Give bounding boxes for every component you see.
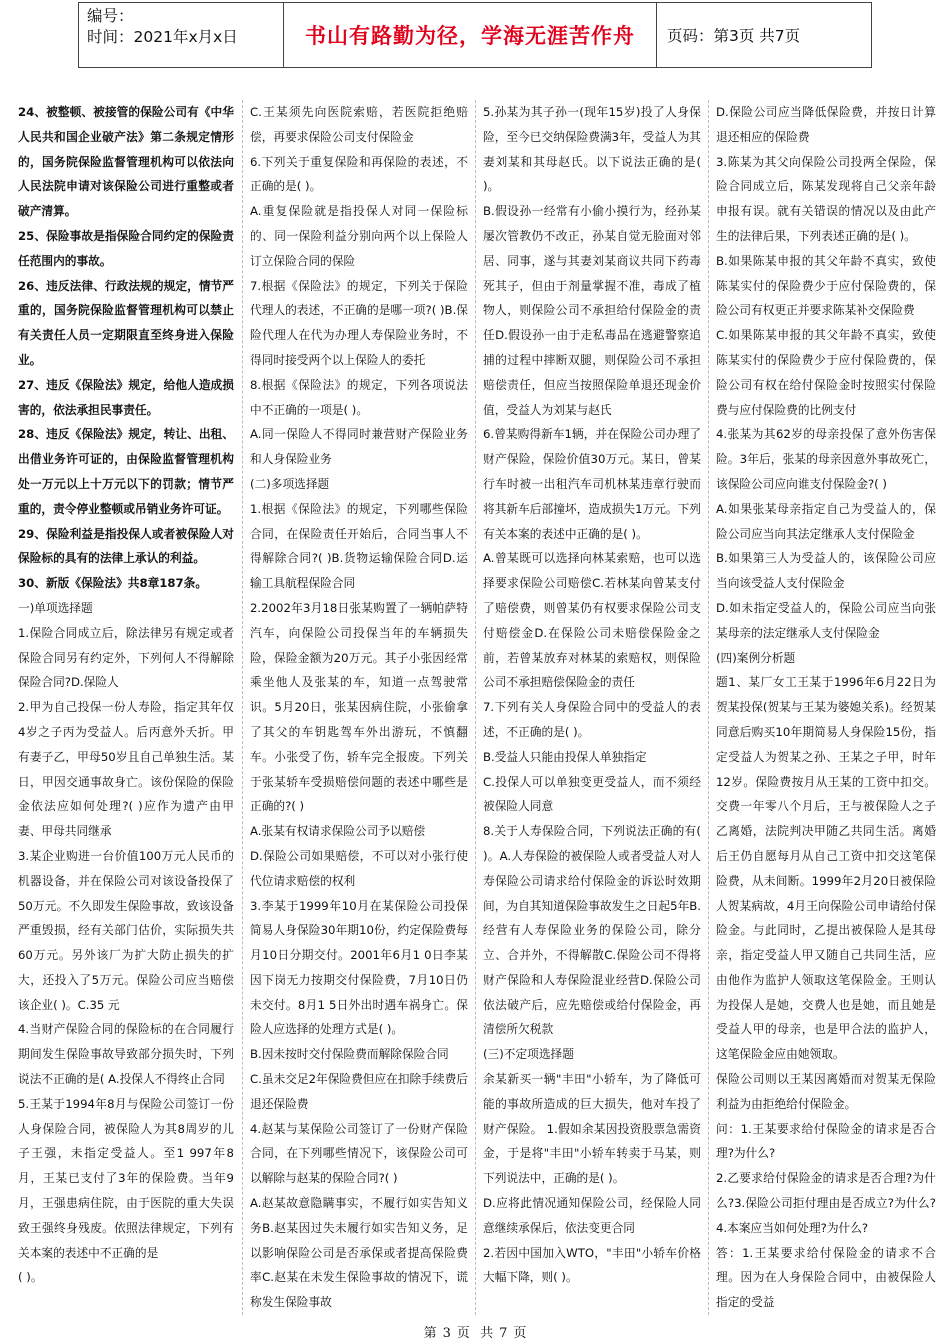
paragraph: 5.王某于1994年8月与保险公司签订一份人身保险合同，被保险人为其8周岁的儿子王强，未指定受益人。至1 997年8月，王某已支付了3年的保险费。当年9月，王强患病住院，由于医院的重大失误致王强终身残废。依照法律规定，下列有关本案的表述中不正确的是	[18, 1096, 234, 1260]
paragraph: 题1、某厂女工王某于1996年6月22日为贺某投保(贺某与王某为婆媳关系)。经贺某同意后购买10年期简易人身保险15份，指定受益人为贺某之孙、王某之子甲，时年12岁。保险费按月从王某的工资中扣交。交费一年零八个月后，王与被保险人之子乙离婚，法院判决甲随乙共同生活。离婚后王仍自愿每月从自己工资中扣交这笔保险费，从未间断。1999年2月20日被保险人贺某病故，4月王向保险公司申请给付保险金。与此同时，乙提出被保险人是其母亲，指定受益人甲又随自己共同生活，应由他作为监护人领取这笔保险金。王则认为投保人是她，交费人也是她，而且她是受益人甲的母亲，也是甲合法的监护人，这笔保险金应由她领取。	[716, 675, 936, 1062]
footer-label: 页	[456, 1326, 470, 1341]
paragraph: B.如果陈某申报的其父年龄不真实，致使陈某实付的保险费少于应付保险费的，保险公司有权更正并要求陈某补交保险费	[716, 253, 936, 318]
header-page-info: 页码：第3页 共7页	[667, 27, 801, 45]
paragraph: D.保险公司如果赔偿，不可以对小张行使代位请求赔偿的权利	[250, 848, 468, 888]
paragraph: 25、保险事故是指保险合同约定的保险责任范围内的事故。	[18, 228, 234, 268]
paragraph: 答：1.王某要求给付保险金的请求不合理。因为在人身保险合同中，由被保险人指定的受益	[716, 1245, 936, 1310]
section-heading: (四)案例分析题	[716, 650, 796, 665]
paragraph: 7.根据《保险法》的规定，下列关于保险代理人的表述，不正确的是哪一项?( )B.保险代理人在代为办理人寿保险业务时，不得同时接受两个以上保险人的委托	[250, 278, 468, 367]
document-date: 时间：2021年x月x日	[87, 28, 238, 46]
paragraph: 4.张某为其62岁的母亲投保了意外伤害保险。3年后，张某的母亲因意外事故死亡，该保险公司应向谁支付保险金?( )	[716, 427, 936, 491]
paragraph: 4.当财产保险合同的保险标的在合同履行期间发生保险事故导致部分损失时，下列说法不正确的是( A.投保人不得终止合同	[18, 1022, 234, 1087]
paragraph: C.虽未交足2年保险费但应在扣除手续费后退还保险费	[250, 1072, 468, 1111]
paragraph: B.受益人只能由投保人单独指定	[483, 749, 647, 764]
paragraph: 30、新版《保险法》共8章187条。	[18, 576, 208, 591]
paragraph: 3.李某于1999年10月在某保险公司投保简易人身保险30年期10份，约定保险费每月10日分期交付。2001年6月1 0日李某因下岗无力按期交付保险费，7月10日仍未交付。8月1 5日外出时遇车祸身亡。保险人应选择的处理方式是( )。	[250, 898, 468, 1037]
column-divider	[475, 100, 477, 1315]
page-footer	[0, 1322, 950, 1341]
paragraph: 2.若因中国加入WTO，"丰田"小轿车价格大幅下降，则( )。	[483, 1245, 701, 1285]
paragraph: 8.根据《保险法》的规定，下列各项说法中不正确的一项是( )。	[250, 377, 468, 417]
column-divider	[242, 100, 244, 1315]
paragraph: 6.下列关于重复保险和再保险的表述，不正确的是( )。	[250, 154, 468, 194]
page-header	[78, 2, 872, 68]
paragraph: D.应将此情况通知保险公司，经保险人同意继续承保后，依法变更合同	[483, 1196, 701, 1235]
paragraph: 28、违反《保险法》规定，转让、出租、出借业务许可证的，由保险监督管理机构处一万元以上十万元以下的罚款；情节严重的，责令停业整顿或吊销业务许可证。	[18, 427, 234, 516]
paragraph: 2.甲为自己投保一份人寿险，指定其年仅4岁之子丙为受益人。后丙意外夭折。甲有妻子乙，甲母50岁且自己单独生活。某日，甲因交通事故身亡。该份保险的保险金依法应如何处理?( )应作为遗产由甲妻、甲母共同继承	[18, 700, 234, 839]
footer-label: 第	[423, 1326, 437, 1341]
footer-total-pages: 7	[499, 1326, 508, 1341]
paragraph: C.投保人可以单独变更受益人，而不须经被保险人同意	[483, 774, 701, 814]
paragraph: 24、被整顿、被接管的保险公司有《中华人民共和国企业破产法》第二条规定情形的，国务院保险监督管理机构可以依法向人民法院申请对该保险公司进行重整或者破产清算。	[18, 105, 234, 219]
paragraph: B.如果第三人为受益人的，该保险公司应当向该受益人支付保险金	[716, 551, 936, 591]
paragraph: D.如未指定受益人的，保险公司应当向张某母亲的法定继承人支付保险金	[716, 600, 936, 640]
header-meta	[79, 3, 284, 67]
paragraph: C.如果陈某申报的其父年龄不真实，致使陈某实付的保险费少于应付保险费的，保险公司有权在给付保险金时按照实付保险费与应付保险费的比例支付	[716, 328, 936, 417]
paragraph: 2.2002年3月18日张某购置了一辆帕萨特汽车，向保险公司投保当年的车辆损失险，保险金额为20万元。其子小张因经常乘坐他人及张某的车，知道一点驾驶常识。5月20日，张某因病住院，小张偷拿了其父的车钥匙驾车外出游玩，不慎翻车。小张受了伤，轿车完全报废。下列关于张某轿车受损赔偿问题的表述中哪些是正确的?( )	[250, 600, 468, 814]
paragraph: 问：1.王某要求给付保险金的请求是否合理?为什么?	[716, 1121, 936, 1161]
paragraph: B.因未按时交付保险费而解除保险合同	[250, 1047, 449, 1062]
header-motto: 书山有路勤为径，学海无涯苦作舟	[284, 3, 657, 67]
paragraph: 1.保险合同成立后，除法律另有规定或者保险合同另有约定外，下列何人不得解除保险合同?D.保险人	[18, 625, 234, 690]
paragraph: A.张某有权请求保险公司予以赔偿	[250, 824, 426, 839]
paragraph: 保险公司则以王某因离婚而对贺某无保险利益为由拒绝给付保险金。	[716, 1072, 936, 1111]
paragraph: 3.陈某为其父向保险公司投两全保险，保险合同成立后，陈某发现将自己父亲年龄申报有误。就有关错误的情况以及由此产生的法律后果，下列表述正确的是( )。	[716, 154, 936, 243]
document-number: 编号：	[87, 7, 134, 25]
paragraph: ( )。	[18, 1270, 43, 1285]
paragraph: A.重复保险就是指投保人对同一保险标的、同一保险利益分别向两个以上保险人订立保险合同的保险	[250, 204, 468, 268]
paragraph: A.如果张某母亲指定自己为受益人的，保险公司应当向其法定继承人支付保险金	[716, 501, 936, 541]
paragraph: 3.某企业购进一台价值100万元人民币的机器设备，并在保险公司对该设备投保了50万元。不久即发生保险事故，致该设备严重毁损，经有关部门估价，实际损失共60万元。另外该厂为扩大防止损失的扩大，还投入了5万元。保险公司应当赔偿该企业( )。C.35 元	[18, 848, 234, 1012]
body-columns	[18, 100, 936, 1315]
paragraph: 余某新买一辆"丰田"小轿车，为了降低可能的事故所造成的巨大损失，他对车投了财产保险。 1.假如余某因投资股票急需资金，于是将"丰田"小轿车转卖于马某，则下列说法中，正确的是( )。	[483, 1072, 701, 1186]
section-heading: (三)不定项选择题	[483, 1047, 574, 1062]
paragraph: A.曾某既可以选择向林某索赔，也可以选择要求保险公司赔偿C.若林某向曾某支付了赔偿费，则曾某仍有权要求保险公司支付赔偿金D.在保险公司未赔偿保险金之前，若曾某放弃对林某的索赔权，则保险公司不承担赔偿保险金的责任	[483, 551, 701, 690]
column-3	[483, 100, 701, 1315]
paragraph: 2.乙要求给付保险金的请求是否合理?为什么?3.保险公司拒付理由是否成立?为什么? 4.本案应当如何处理?为什么?	[716, 1171, 936, 1235]
paragraph: 6.曾某购得新车1辆，并在保险公司办理了财产保险，保险价值30万元。某日，曾某行车时被一出租汽车司机林某违章行驶而将其新车后部撞坏，造成损失1万元。下列有关本案的表述中正确的是( )。	[483, 427, 701, 541]
column-2	[250, 100, 468, 1315]
section-heading: (二)多项选择题	[250, 476, 330, 491]
paragraph: 1.根据《保险法》的规定，下列哪些保险合同，在保险责任开始后，合同当事人不得解除合同?( )B.货物运输保险合同D.运输工具航程保险合同	[250, 501, 468, 591]
column-1	[18, 100, 234, 1315]
paragraph: 4.赵某与某保险公司签订了一份财产保险合同，在下列哪些情况下，该保险公司可以解除与赵某的保险合同?( )	[250, 1121, 468, 1186]
paragraph: 26、违反法律、行政法规的规定，情节严重的，国务院保险监督管理机构可以禁止有关责任人员一定期限直至终身进入保险业。	[18, 278, 234, 367]
paragraph: D.保险公司应当降低保险费，并按日计算退还相应的保险费	[716, 105, 936, 144]
paragraph: C.王某须先向医院索赔，若医院拒绝赔偿，再要求保险公司支付保险金	[250, 105, 468, 144]
paragraph: 29、保险利益是指投保人或者被保险人对保险标的具有的法律上承认的利益。	[18, 526, 234, 566]
footer-label: 共	[480, 1326, 494, 1341]
paragraph: B.假设孙一经常有小偷小摸行为，经孙某屡次管教仍不改正，孙某自觉无脸面对邻居、同事，遂与其妻刘某商议共同下药毒死其子，但由于剂量掌握不准，毒成了植物人，则保险公司不承担给付保险金的责任D.假设孙一由于走私毒品在逃避警察追捕的过程中摔断双腿，则保险公司不承担赔偿责任，但应当按照保险单退还现金价值，受益人为刘某与赵氏	[483, 204, 701, 417]
paragraph: A.赵某故意隐瞒事实，不履行如实告知义务B.赵某因过失未履行如实告知义务，足以影响保险公司是否承保或者提高保险费率C.赵某在未发生保险事故的情况下，谎称发生保险事故	[250, 1196, 468, 1310]
column-4	[716, 100, 936, 1315]
paragraph: 27、违反《保险法》规定，给他人造成损害的，依法承担民事责任。	[18, 377, 234, 417]
column-divider	[708, 100, 710, 1315]
paragraph: 7.下列有关人身保险合同中的受益人的表述，不正确的是( )。	[483, 700, 701, 739]
paragraph: 8.关于人寿保险合同，下列说法正确的有( )。A.人寿保险的被保险人或者受益人对人寿保险公司请求给付保险金的诉讼时效期间，为自其知道保险事故发生之日起5年B.经营有人寿保险业务的保险公司，除分立、合并外，不得解散C.保险公司不得将财产保险和人寿保险混业经营D.保险公司依法破产后，应先赔偿或给付保险金，再清偿所欠税款	[483, 824, 701, 1037]
paragraph: 5.孙某为其子孙一(现年15岁)投了人身保险，至今已交纳保险费满3年，受益人为其妻刘某和其母赵氏。以下说法正确的是( )。	[483, 105, 701, 194]
section-heading: 一)单项选择题	[18, 600, 93, 615]
footer-label: 页	[513, 1326, 527, 1341]
paragraph: A.同一保险人不得同时兼营财产保险业务和人身保险业务	[250, 427, 468, 467]
footer-page-number: 3	[442, 1326, 451, 1341]
